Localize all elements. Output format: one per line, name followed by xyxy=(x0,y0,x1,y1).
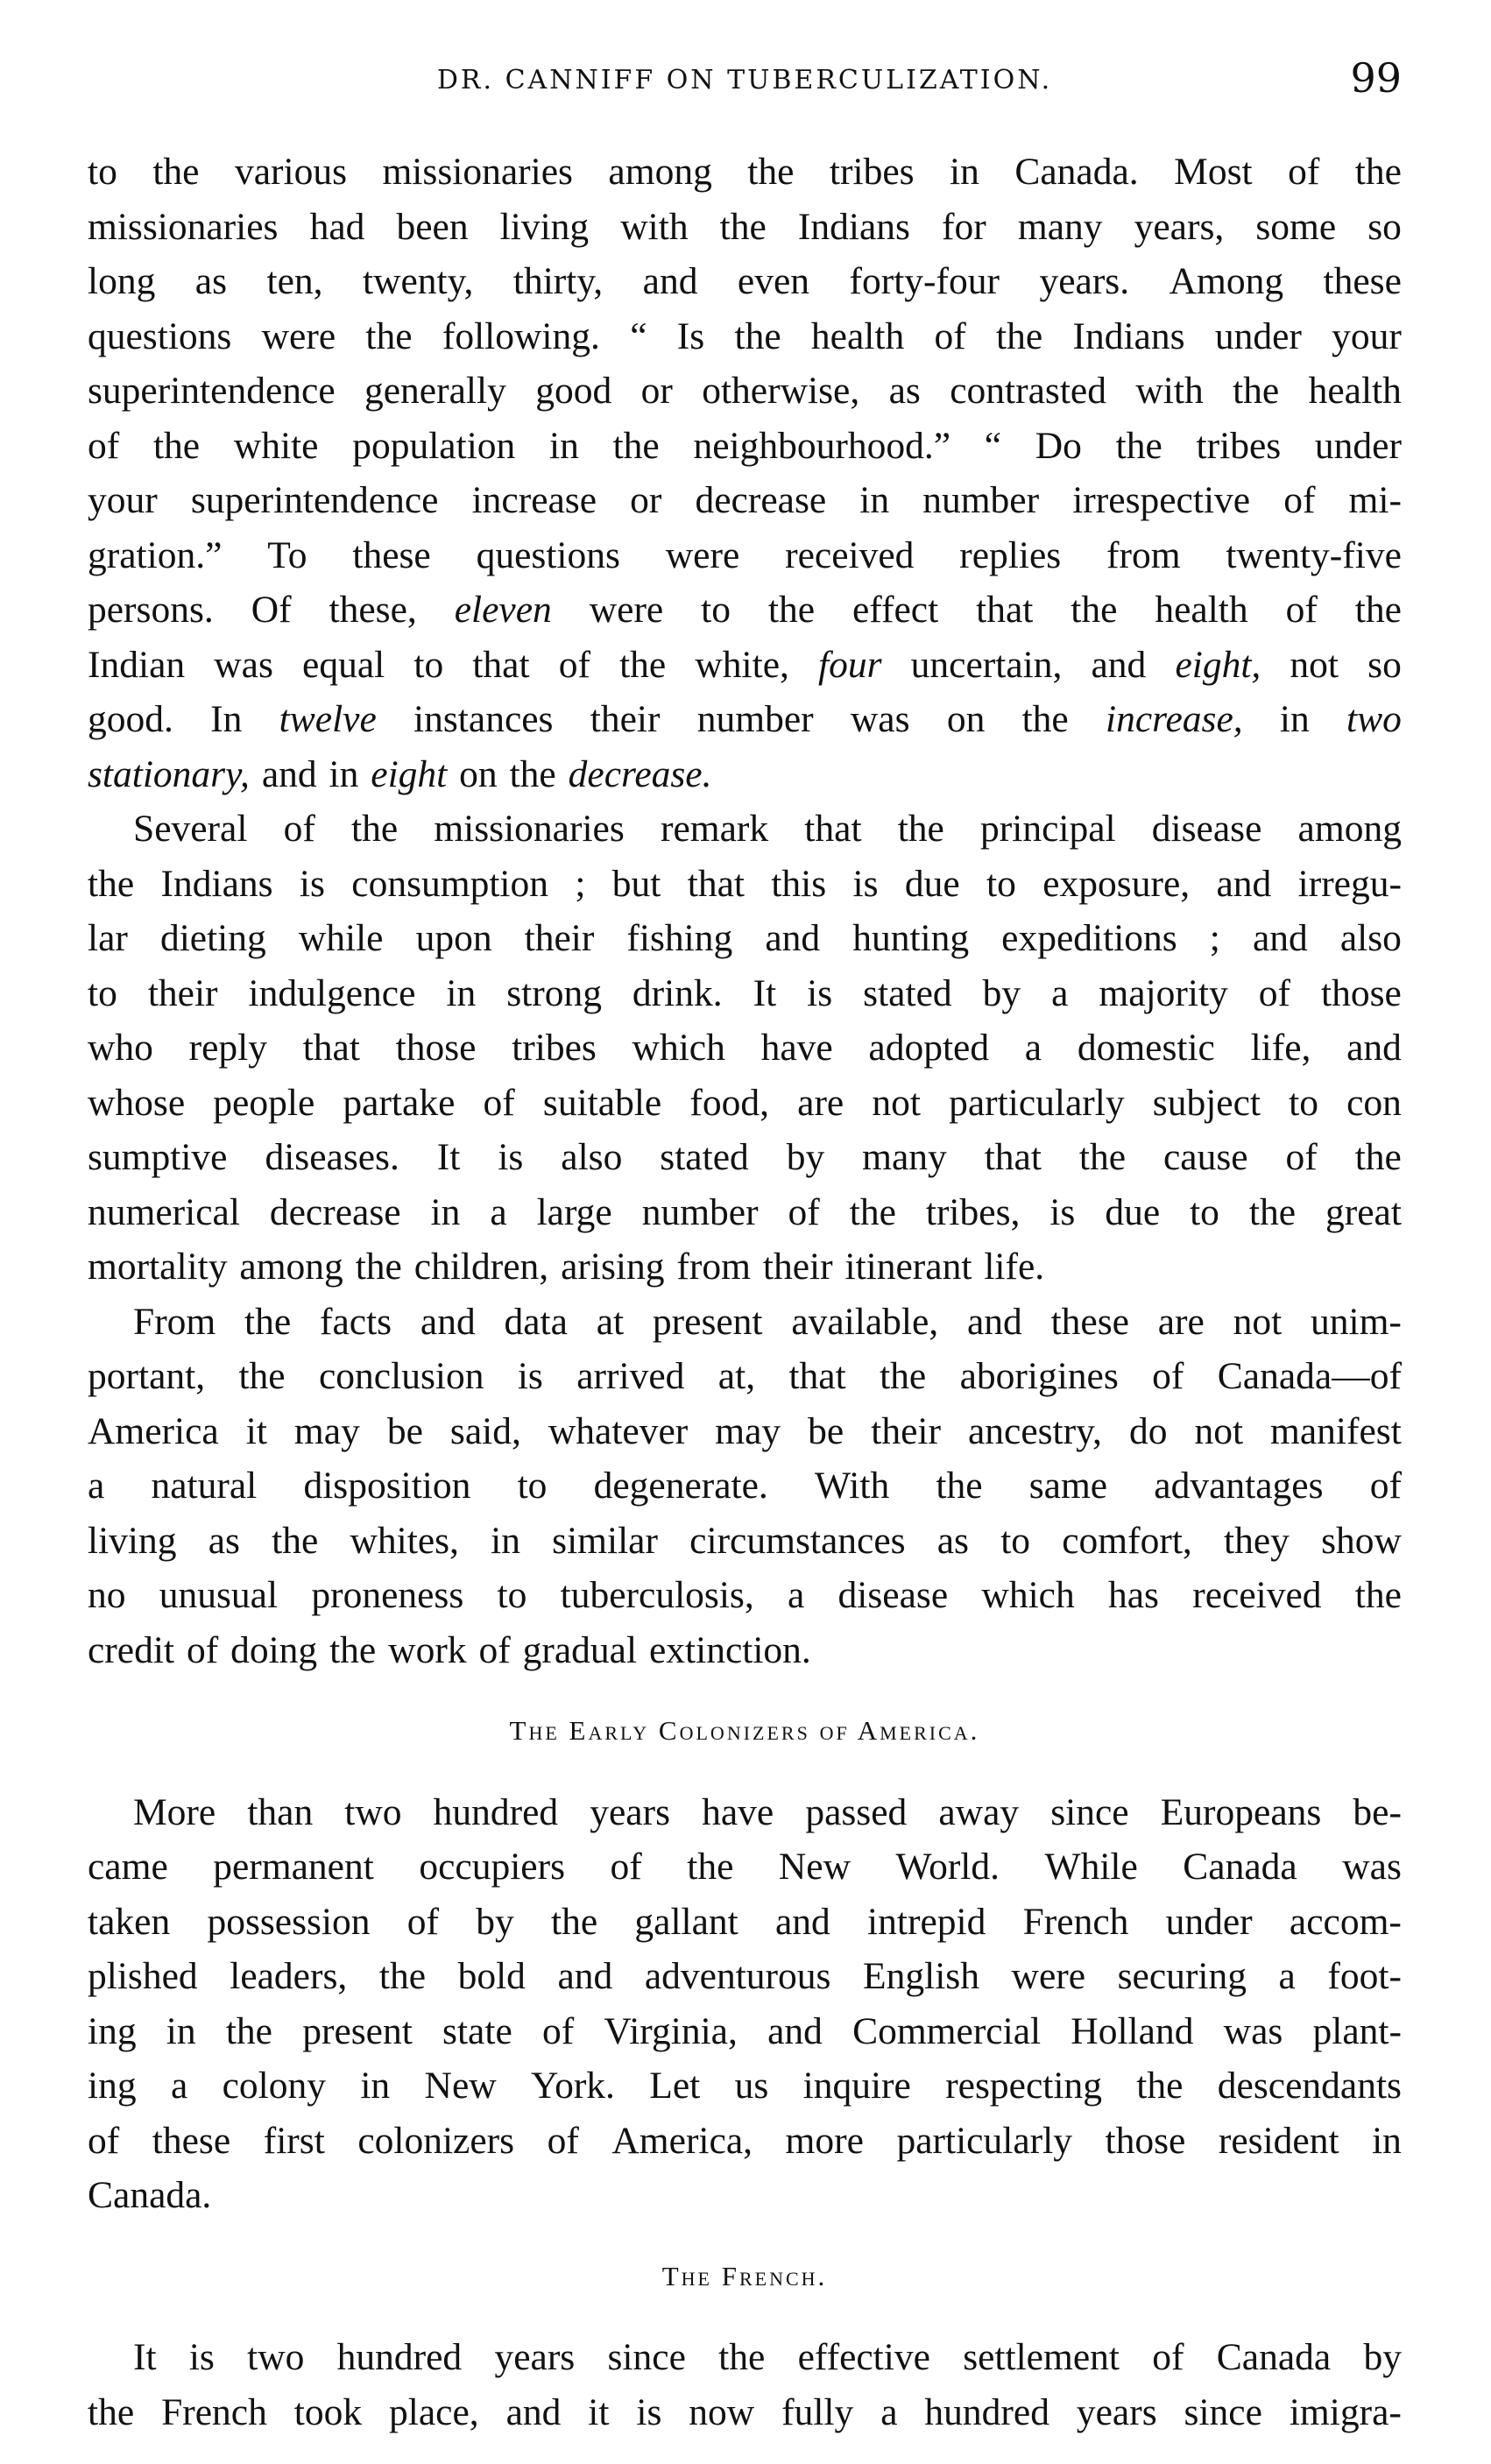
text-line: questions were the following. “ Is the health of the Indians under your xyxy=(88,314,1402,357)
text-line: missionaries had been living with the Indians for many years, some so xyxy=(88,205,1402,248)
text-line: It is two hundred years since the effective settlement of Canada by xyxy=(133,2336,1402,2378)
text-line: no unusual proneness to tuberculosis, a disease which has received the xyxy=(88,1574,1402,1616)
text-line: your superintendence increase or decrease in number irrespective of mi- xyxy=(88,479,1402,521)
text-line: lar dieting while upon their fishing and hunting expeditions ; and also xyxy=(88,917,1402,959)
page-body xyxy=(88,145,1402,2439)
text-line: a natural disposition to degenerate. With the same advantages of xyxy=(88,1465,1402,1507)
text-line: stationary, and in eight on the decrease. xyxy=(88,752,712,795)
text-line: came permanent occupiers of the New World. While Canada was xyxy=(88,1846,1402,1888)
text-line: America it may be said, whatever may be their ancestry, do not manifest xyxy=(88,1409,1402,1452)
text-line: ing a colony in New York. Let us inquire respecting the descendants xyxy=(88,2065,1402,2107)
text-line: plished leaders, the bold and adventurous English were securing a foot- xyxy=(88,1955,1402,1997)
page-number: 99 xyxy=(1350,54,1402,102)
text-line: numerical decrease in a large number of the tribes, is due to the great xyxy=(88,1190,1402,1233)
text-line: mortality among the children, arising from their itinerant life. xyxy=(88,1246,1045,1288)
text-line: Several of the missionaries remark that the principal disease among xyxy=(133,808,1402,850)
text-line: From the facts and data at present available, and these are not unim- xyxy=(133,1300,1402,1343)
running-head: DR. CANNIFF ON TUBERCULIZATION. xyxy=(436,65,1053,95)
text-line: of these first colonizers of America, more particularly those resident in xyxy=(88,2119,1402,2162)
text-line: to their indulgence in strong drink. It is stated by a majority of those xyxy=(88,971,1402,1014)
text-line: the Indians is consumption ; but that this is due to exposure, and irregu- xyxy=(88,862,1402,905)
text-line: ing in the present state of Virginia, and Commercial Holland was plant- xyxy=(88,2009,1402,2052)
text-line: of the white population in the neighbourhood.” “ Do the tribes under xyxy=(88,424,1402,467)
text-line: persons. Of these, eleven were to the effect that the health of the xyxy=(88,589,1402,631)
text-line: whose people partake of suitable food, are not particularly subject to con xyxy=(88,1081,1402,1124)
page-header xyxy=(88,54,1402,107)
text-line: taken possession of by the gallant and intrepid French under accom- xyxy=(88,1900,1402,1943)
text-line: to the various missionaries among the tribes in Canada. Most of the xyxy=(88,151,1402,193)
text-line: gration.” To these questions were received replies from twenty-five xyxy=(88,533,1402,576)
text-line: Indian was equal to that of the white, four uncertain, and eight, not so xyxy=(88,643,1402,686)
section-heading: The Early Colonizers of America. xyxy=(509,1715,980,1746)
text-line: superintendence generally good or otherwise, as contrasted with the health xyxy=(88,370,1402,412)
text-line: credit of doing the work of gradual extinction. xyxy=(88,1628,811,1671)
text-line: who reply that those tribes which have adopted a domestic life, and xyxy=(88,1027,1402,1069)
text-line: good. In twelve instances their number was on the increase, in two xyxy=(88,698,1402,740)
text-line: More than two hundred years have passed away since Europeans be- xyxy=(133,1790,1402,1833)
text-line: long as ten, twenty, thirty, and even forty-four years. Among these xyxy=(88,260,1402,302)
text-line: Canada. xyxy=(88,2174,212,2216)
section-heading: The French. xyxy=(661,2260,828,2291)
text-line: living as the whites, in similar circumstances as to comfort, they show xyxy=(88,1519,1402,1562)
text-line: the French took place, and it is now fully a hundred years since imigra- xyxy=(88,2390,1402,2433)
text-line: portant, the conclusion is arrived at, that the aborigines of Canada—of xyxy=(88,1355,1402,1397)
text-line: sumptive diseases. It is also stated by many that the cause of the xyxy=(88,1136,1402,1178)
